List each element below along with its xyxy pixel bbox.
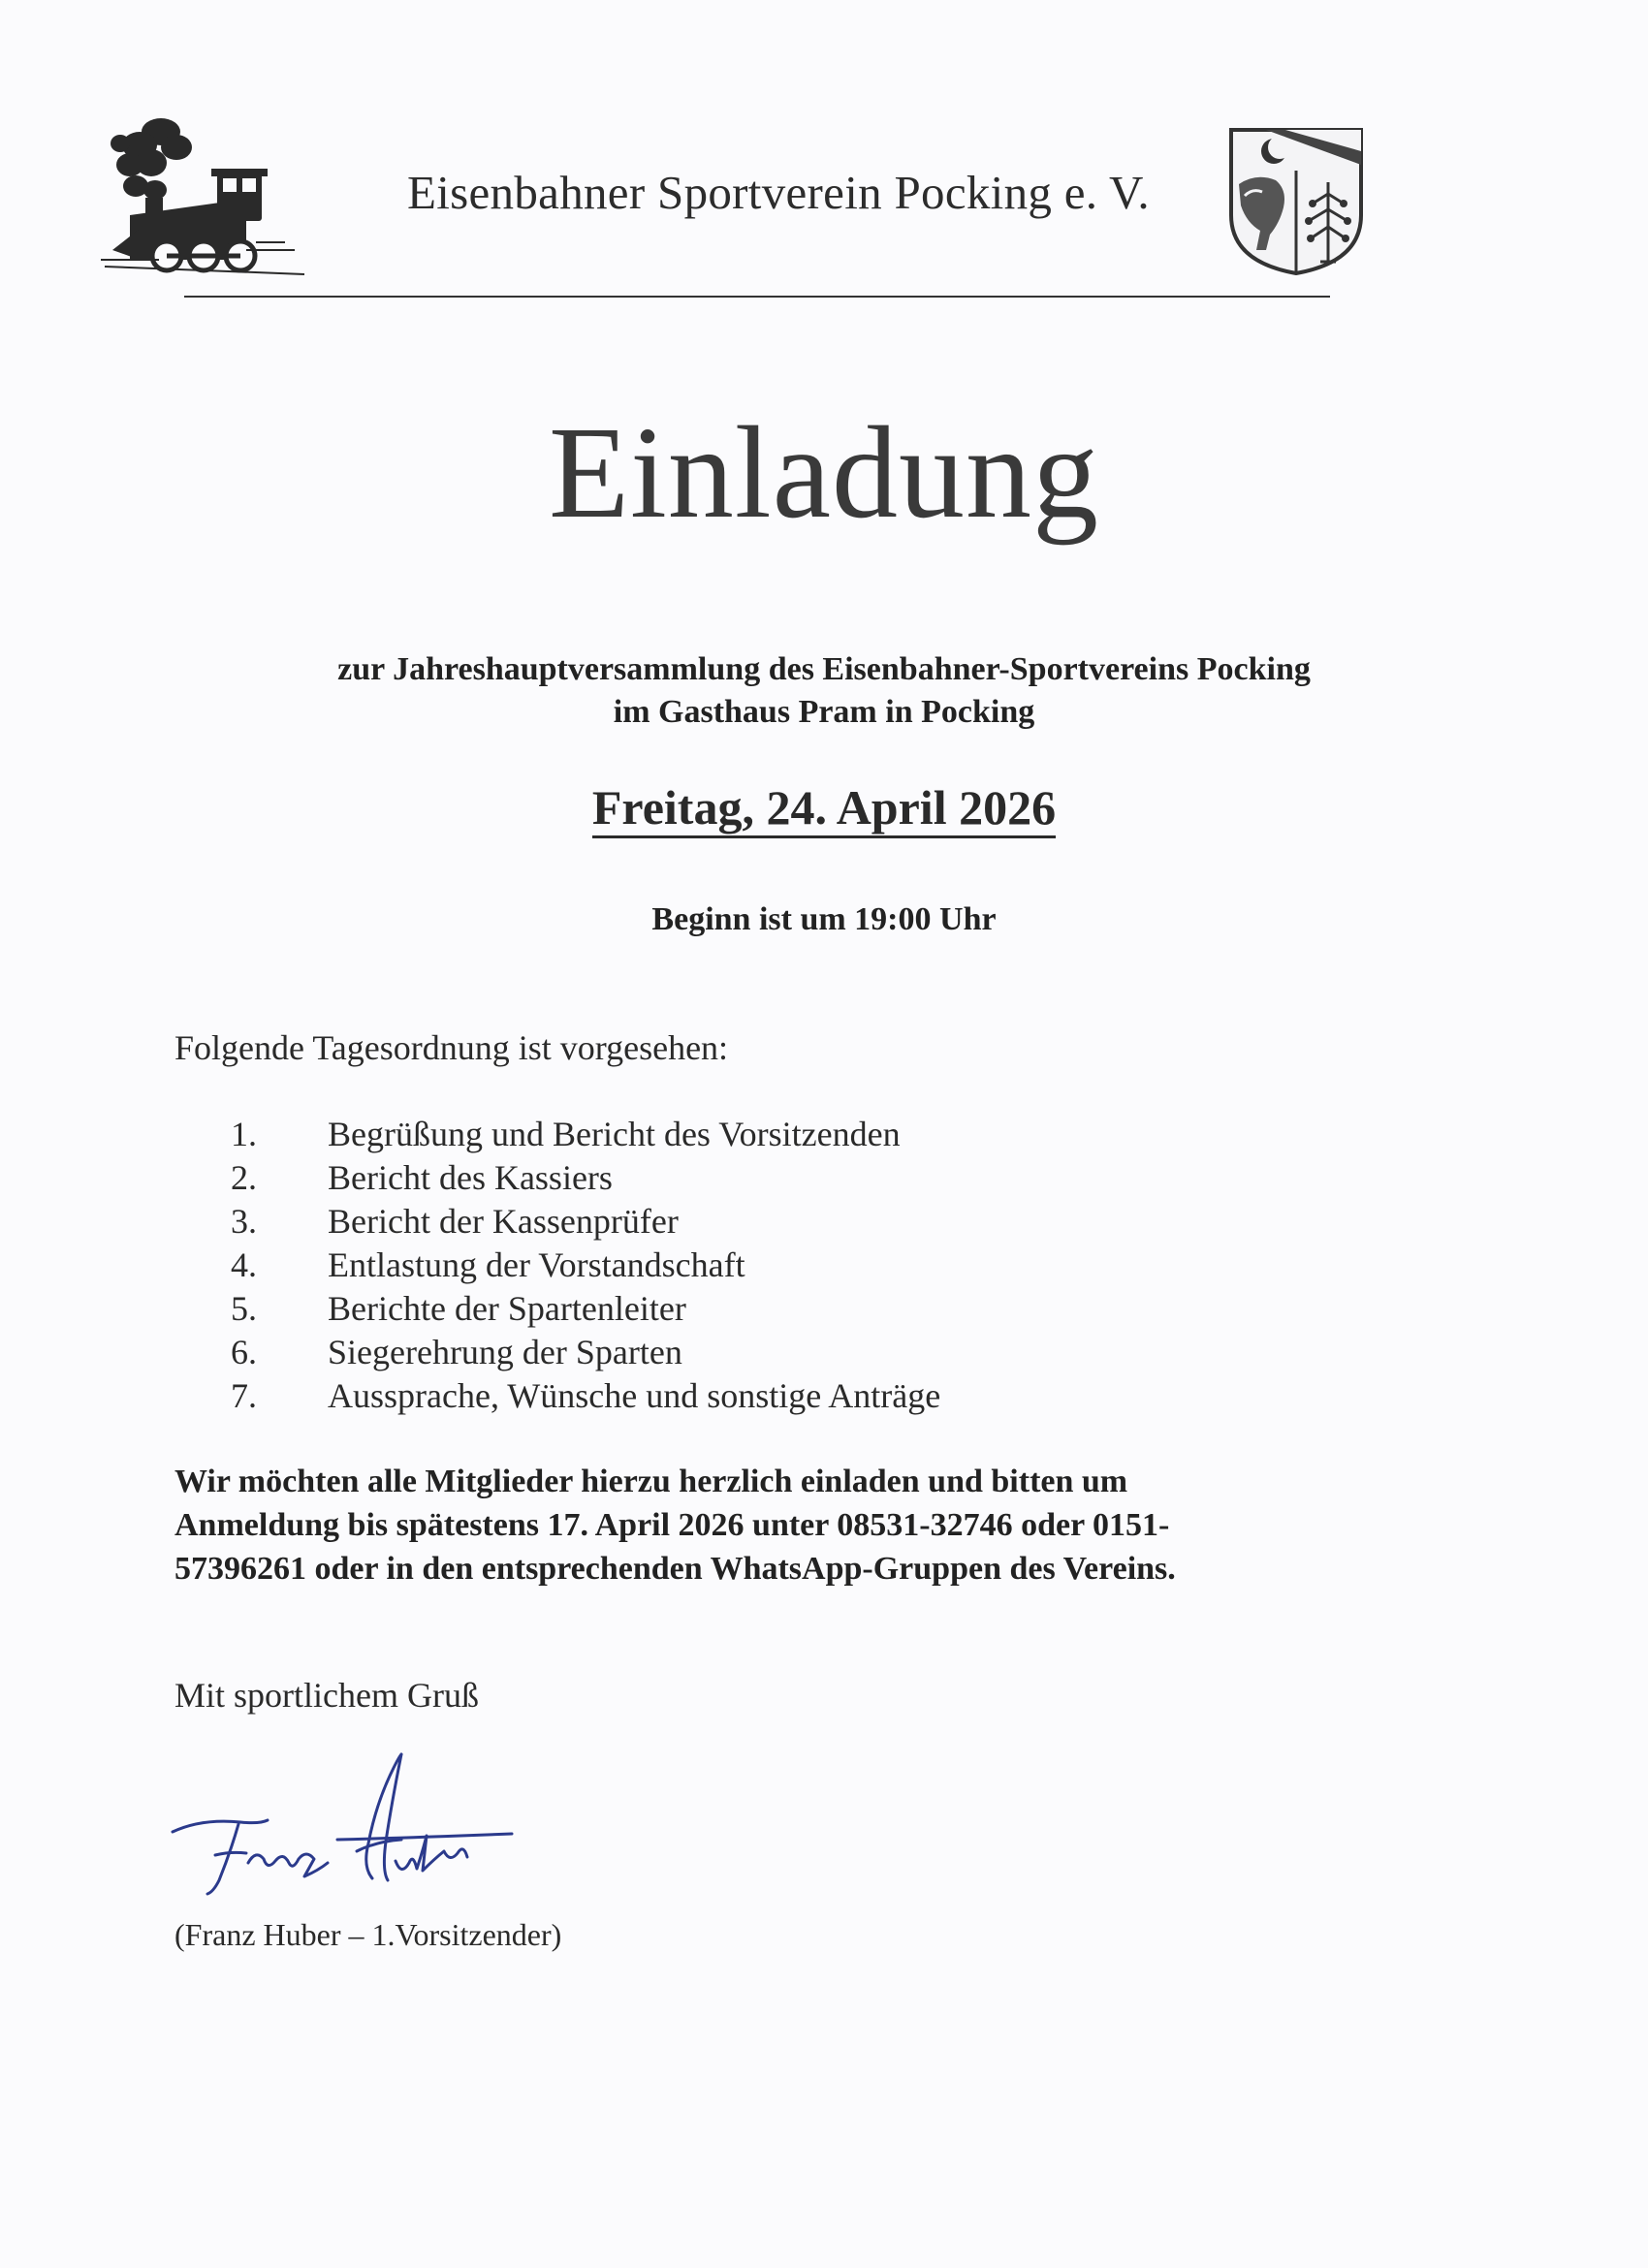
signer-name: (Franz Huber – 1.Vorsitzender) xyxy=(174,1917,562,1952)
agenda-item-number: 2. xyxy=(231,1158,257,1197)
agenda-item xyxy=(231,1244,940,1287)
closing-paragraph xyxy=(174,1460,1377,1591)
start-time: Beginn ist um 19:00 Uhr xyxy=(651,901,997,937)
coat-of-arms-icon xyxy=(1227,126,1365,276)
agenda-item-number: 6. xyxy=(231,1333,257,1371)
event-date-text: Freitag, 24. April 2026 xyxy=(592,780,1056,838)
steam-locomotive-icon xyxy=(101,114,312,277)
handwritten-signature xyxy=(163,1735,560,1919)
agenda-item-number: 3. xyxy=(231,1202,257,1241)
letterhead-divider xyxy=(184,296,1330,298)
closing-line-1: Wir möchten alle Mitglieder hierzu herzlich einladen und bitten um xyxy=(174,1464,1128,1499)
club-name: Eisenbahner Sportverein Pocking e. V. xyxy=(407,166,1150,219)
intro-line-2: im Gasthaus Pram in Pocking xyxy=(613,694,1035,730)
agenda-item-text: Siegerehrung der Sparten xyxy=(328,1333,682,1371)
event-date xyxy=(0,779,1648,835)
agenda-item xyxy=(231,1287,940,1331)
agenda-item xyxy=(231,1156,940,1200)
agenda-item-number: 4. xyxy=(231,1245,257,1284)
agenda-item-number: 1. xyxy=(231,1115,257,1153)
agenda-item-text: Bericht der Kassenprüfer xyxy=(328,1202,679,1241)
greeting: Mit sportlichem Gruß xyxy=(174,1676,479,1715)
agenda-intro: Folgende Tagesordnung ist vorgesehen: xyxy=(174,1028,729,1067)
document-title: Einladung xyxy=(548,400,1099,546)
agenda-item xyxy=(231,1374,940,1418)
agenda-item xyxy=(231,1331,940,1374)
agenda-item-number: 5. xyxy=(231,1289,257,1328)
intro-line-1: zur Jahreshauptversammlung des Eisenbahner-Sportvereins Pocking xyxy=(337,651,1311,687)
agenda-item-text: Begrüßung und Bericht des Vorsitzenden xyxy=(328,1115,901,1153)
closing-line-2: Anmeldung bis spätestens 17. April 2026 unter 08531-32746 oder 0151- xyxy=(174,1507,1170,1543)
agenda-list xyxy=(231,1113,940,1418)
agenda-item xyxy=(231,1113,940,1156)
agenda-item-text: Aussprache, Wünsche und sonstige Anträge xyxy=(328,1376,941,1415)
agenda-item-text: Entlastung der Vorstandschaft xyxy=(328,1245,745,1284)
agenda-item xyxy=(231,1200,940,1244)
agenda-item-text: Berichte der Spartenleiter xyxy=(328,1289,686,1328)
closing-line-3: 57396261 oder in den entsprechenden WhatsApp-Gruppen des Vereins. xyxy=(174,1551,1176,1587)
agenda-item-text: Bericht des Kassiers xyxy=(328,1158,613,1197)
agenda-item-number: 7. xyxy=(231,1376,257,1415)
